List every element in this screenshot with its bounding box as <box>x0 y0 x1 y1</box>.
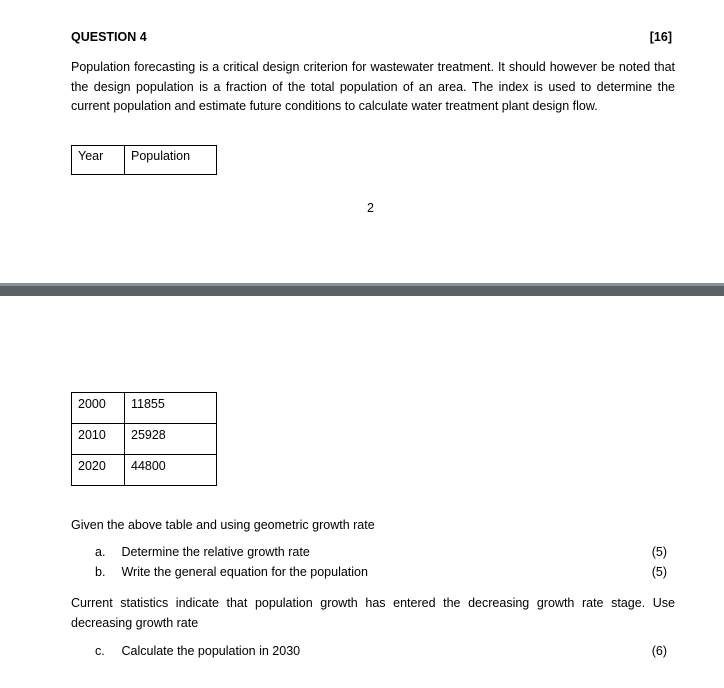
part-label: a. <box>95 545 106 559</box>
page-number: 2 <box>367 201 374 215</box>
part-text: Calculate the population in 2030 <box>121 644 301 658</box>
table-row <box>72 393 217 424</box>
part-text: Determine the relative growth rate <box>121 545 310 559</box>
given-text: Given the above table and using geometric growth rate <box>71 518 375 532</box>
table-row <box>72 455 217 486</box>
part-label: c. <box>95 644 105 658</box>
part-marks: (6) <box>651 644 667 658</box>
table-row <box>72 424 217 455</box>
cell-year: 2010 <box>72 424 125 455</box>
cell-population: 25928 <box>125 424 217 455</box>
question-total-marks: [16] <box>649 30 672 44</box>
cell-population: 11855 <box>125 393 217 424</box>
question-title: QUESTION 4 <box>71 30 147 44</box>
part-label: b. <box>95 565 106 579</box>
part-b <box>95 565 667 579</box>
part-marks: (5) <box>651 565 667 579</box>
question-intro: Population forecasting is a critical design criterion for wastewater treatment. It should however be noted that the design population is a fraction of the total population of an area. The index is used to determine the current population and estimate future conditions to calculate water treatment plant design flow. <box>71 60 675 113</box>
header-year: Year <box>72 146 125 175</box>
stats-text: Current statistics indicate that population growth has entered the decreasing growth rate stage. Use decreasing growth rate <box>71 596 675 630</box>
page-break-divider <box>0 283 724 296</box>
part-marks: (5) <box>651 545 667 559</box>
header-population: Population <box>125 146 217 175</box>
part-a <box>95 545 667 559</box>
population-table-body <box>71 392 217 486</box>
table-header-row <box>72 146 217 175</box>
document-page-1 <box>0 0 724 283</box>
population-table-header <box>71 145 217 175</box>
part-text: Write the general equation for the population <box>121 565 368 579</box>
cell-year: 2000 <box>72 393 125 424</box>
cell-population: 44800 <box>125 455 217 486</box>
part-c <box>95 644 667 658</box>
cell-year: 2020 <box>72 455 125 486</box>
document-page-2 <box>0 296 724 688</box>
